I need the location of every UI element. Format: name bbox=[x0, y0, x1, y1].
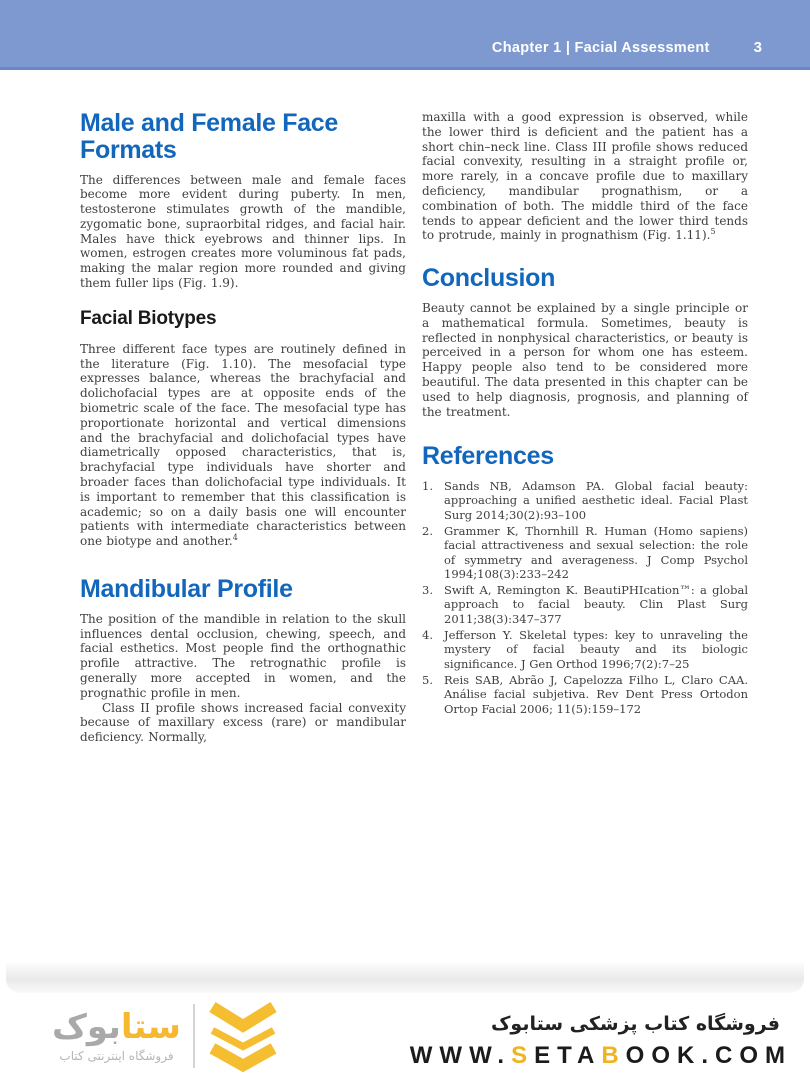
store-url bbox=[410, 1042, 792, 1070]
paragraph-conclusion: Beauty cannot be explained by a single principle or a mathematical formula. Sometimes, beauty is reflected in nonphysical characteristics, or beauty is perceived in a person for whom one has esteem. Happy people also tend to be considered more beautiful. The data presented in this chapter can be used to help diagnosis, prognosis, and planning of the treatment. bbox=[422, 300, 748, 419]
setabook-wordmark bbox=[52, 1009, 181, 1046]
chapter-title: Chapter 1 | Facial Assessment bbox=[491, 40, 710, 56]
store-footer bbox=[0, 994, 810, 1080]
section-title-facial-biotypes: Facial Biotypes bbox=[80, 307, 217, 329]
reference-list bbox=[422, 479, 748, 716]
wordmark-gold-part: ستا bbox=[120, 1007, 181, 1048]
url-segment: OOK.COM bbox=[625, 1042, 792, 1069]
url-segment: ETA bbox=[534, 1042, 602, 1069]
chevron-s-mark-icon bbox=[207, 996, 279, 1076]
wordmark-gray-part: بوک bbox=[52, 1007, 121, 1048]
section-title-conclusion: Conclusion bbox=[422, 264, 556, 293]
page-scan-shadow bbox=[6, 963, 804, 993]
setabook-wordmark-block bbox=[52, 1009, 181, 1062]
footer-store-text bbox=[410, 1013, 792, 1070]
section-title-references: References bbox=[422, 442, 554, 471]
reference-number: 3. bbox=[422, 583, 433, 598]
reference-text: Reis SAB, Abrão J, Capelozza Filho L, Claro CAA. Análise facial subjetiva. Rev Dent Press Ortodon Ortop Facial 2006; 11(5):159–172 bbox=[444, 672, 748, 716]
reference-text: Sands NB, Adamson PA. Global facial beauty: approaching a unified aesthetic ideal. Facial Plast Surg 2014;30(2):93–100 bbox=[444, 479, 748, 522]
reference-text: Swift A, Remington K. BeautiPHIcation™: a global approach to facial beauty. Clin Plast Surg 2011;38(3):347–377 bbox=[444, 583, 748, 626]
chapter-header-band bbox=[0, 0, 810, 70]
section-title-mandibular-profile: Mandibular Profile bbox=[80, 575, 293, 604]
reference-number: 2. bbox=[422, 523, 433, 538]
paragraph-male-female: The differences between male and female faces become more evident during puberty. In men, testosterone stimulates growth of the mandible, zygomatic bone, supraorbital ridges, and facial hair. Males have thick eyebrows and thinner lips. In women, estrogen creates more voluminous fat pads, making the malar region more rounded and giving them fuller lips (Fig. 1.9). bbox=[80, 172, 406, 291]
paragraph-mandibular-2: Class II profile shows increased facial convexity because of maxillary excess (rare) or mandibular deficiency. Normally, bbox=[80, 700, 406, 745]
page-number: 3 bbox=[753, 39, 762, 56]
reference-item bbox=[422, 673, 748, 716]
url-segment-gold-b: B bbox=[601, 1042, 626, 1069]
reference-item bbox=[422, 628, 748, 671]
reference-item bbox=[422, 524, 748, 581]
reference-text: Grammer K, Thornhill R. Human (Homo sapiens) facial attractiveness and sexual selection: the role of symmetry and averageness. J Comp Psychol 1994;108(3):233–242 bbox=[444, 523, 748, 581]
url-segment: WWW. bbox=[409, 1042, 512, 1069]
reference-item bbox=[422, 583, 748, 626]
section-title-male-female-face-formats: Male and Female Face Formats bbox=[80, 109, 339, 164]
right-column bbox=[422, 110, 748, 745]
reference-text: Jefferson Y. Skeletal types: key to unraveling the mystery of facial beauty and its biologic significance. J Gen Orthod 1996;7(2):7–25 bbox=[444, 628, 748, 671]
reference-number: 5. bbox=[422, 672, 433, 687]
paragraph-text: Three different face types are routinely defined in the literature (Fig. 1.10). The mesofacial type expresses balance, whereas the brachyfacial and dolichofacial types are at opposite ends of the biometric scale of the face. The mesofacial type has proportionate horizontal and vertical dimensions and the brachyfacial and dolichofacial types have diametrically opposed characteristics, that is, brachyfacial type individuals have shorter and broader faces than dolichofacial type individuals. It is important to remember that this classification is academic; so on a daily basis one will encounter patients with intermediate characteristics between one biotype and another. bbox=[80, 341, 406, 549]
page-content bbox=[80, 110, 748, 745]
paragraph-mandibular-1: The position of the mandible in relation to the skull influences dental occlusion, chewing, speech, and facial esthetics. Most people find the orthognathic profile attractive. The retrognathic profile is generally more accepted in women, and the prognathic profile in men. bbox=[80, 611, 406, 700]
store-name-farsi: فروشگاه کتاب پزشکی ستابوک bbox=[490, 1013, 780, 1035]
paragraph-continuation bbox=[422, 110, 748, 243]
logo-divider bbox=[193, 1004, 195, 1068]
reference-number: 1. bbox=[422, 479, 433, 494]
left-column bbox=[80, 110, 406, 745]
reference-item bbox=[422, 479, 748, 522]
setabook-logo bbox=[52, 996, 279, 1076]
logo-tagline: فروشگاه اینترنتی کتاب bbox=[59, 1048, 174, 1063]
paragraph-facial-biotypes bbox=[80, 342, 406, 549]
url-segment-gold-s: S bbox=[511, 1042, 535, 1069]
paragraph-text: maxilla with a good expression is observed, while the lower third is deficient and the patient has a short chin–neck line. Class III profile shows reduced facial convexity, resulting in a straight profile or, more rarely, in a concave profile due to maxillary deficiency, mandibular prognathism, or a combination of both. The middle third of the face tends to appear deficient and the lower third tends to protrude, mainly in prognathism (Fig. 1.11). bbox=[422, 110, 748, 243]
reference-superscript-5: 5 bbox=[710, 227, 716, 237]
reference-superscript-4: 4 bbox=[232, 533, 238, 543]
reference-number: 4. bbox=[422, 628, 433, 643]
